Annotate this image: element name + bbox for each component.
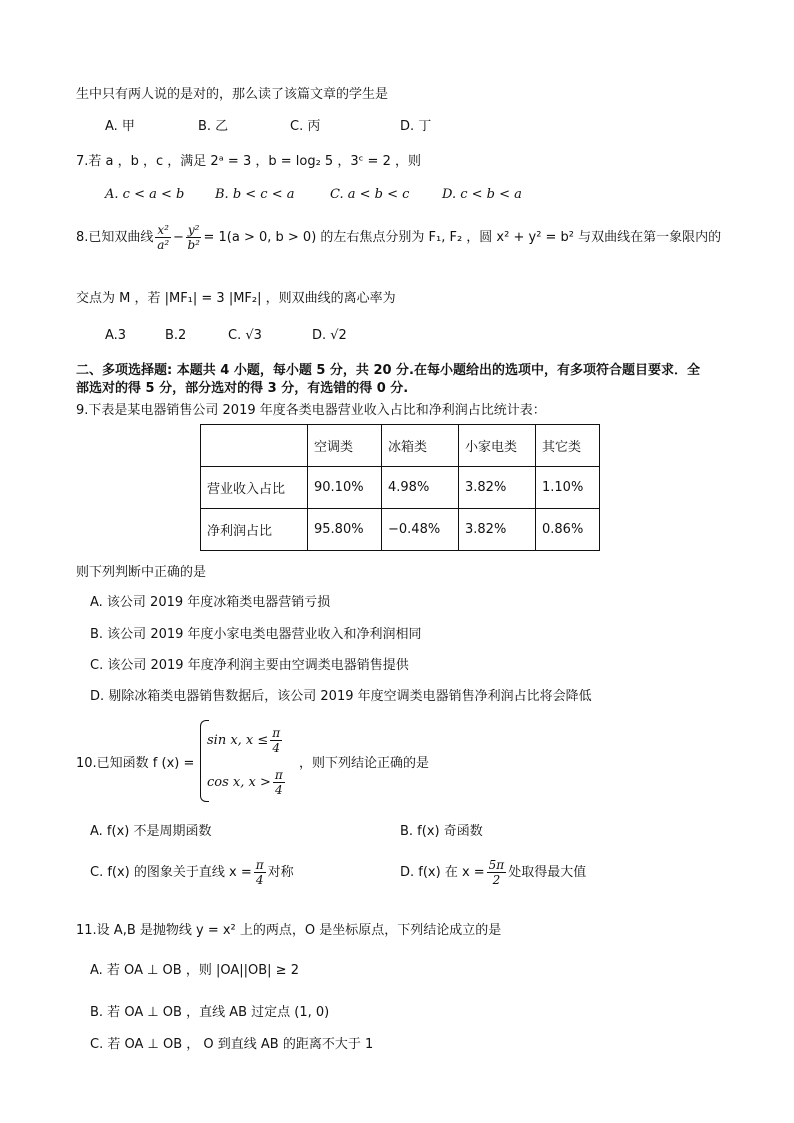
q8-option-d: D. √2 <box>312 328 347 343</box>
table-row <box>201 467 600 509</box>
q8-option-c: C. √3 <box>228 328 262 343</box>
table-row <box>201 509 600 551</box>
q6-option-b: B. 乙 <box>198 119 229 134</box>
q8-frac-y-num: y² <box>187 223 200 237</box>
q10-option-a: A. f(x) 不是周期函数 <box>90 824 212 839</box>
table-cell: 4.98% <box>382 467 459 509</box>
q8-fraction-x <box>155 223 171 252</box>
q6-option-a: A. 甲 <box>105 119 135 134</box>
q7-option-d: D. c < b < a <box>442 187 522 202</box>
q8-line2: 交点为 M ，若 |MF₁| = 3 |MF₂| ，则双曲线的离心率为 <box>76 291 396 306</box>
q10-case1-pi: π <box>272 726 281 740</box>
q7-stem: 7.若 a ，b ，c ，满足 2ᵃ = 3 ，b = log₂ 5 ，3ᶜ = 2 ，则 <box>76 154 421 169</box>
q9-option-b: B. 该公司 2019 年度小家电类电器营业收入和净利润相同 <box>90 627 422 642</box>
table-header-cell: 空调类 <box>308 425 382 467</box>
table-cell: 0.86% <box>536 509 600 551</box>
stats-table <box>200 424 600 551</box>
q9-stem: 9.下表是某电器销售公司 2019 年度各类电器营业收入占比和净利润占比统计表： <box>76 403 546 418</box>
q10-option-d <box>400 858 586 887</box>
q9-question: 则下列判断中正确的是 <box>76 565 207 580</box>
q7-option-a: A. c < a < b <box>105 187 185 202</box>
q10-d-den: 2 <box>492 873 501 887</box>
table-header-cell <box>201 425 308 467</box>
q8-frac-x-den: a² <box>157 238 170 252</box>
q8-option-b: B.2 <box>165 328 187 343</box>
q10-c-pre: C. f(x) 的图象关于直线 x = <box>90 865 252 880</box>
section2-heading-line1: 二、多项选择题: 本题共 4 小题，每小题 5 分，共 20 分.在每小题给出的选项中，有多项符合题目要求．全 <box>76 363 701 378</box>
q10-option-c <box>90 858 294 887</box>
table-cell: 3.82% <box>459 509 536 551</box>
q8-option-a: A.3 <box>105 328 127 343</box>
q8-fraction-y <box>186 223 202 252</box>
q8-minus: − <box>172 230 184 245</box>
q6-option-d: D. 丁 <box>400 119 432 134</box>
q10-post: ，则下列结论正确的是 <box>299 756 430 771</box>
q10-d-post: 处取得最大值 <box>508 865 587 880</box>
q10-case2-pi: π <box>274 768 283 782</box>
q8-pre: 8.已知双曲线 <box>76 230 154 245</box>
table-header-cell: 小家电类 <box>459 425 536 467</box>
table-cell: −0.48% <box>382 509 459 551</box>
section2-heading-line2: 部选对的得 5 分，部分选对的得 3 分，有选错的得 0 分. <box>76 381 409 396</box>
q8-frac-y-den: b² <box>187 238 200 252</box>
table-header-row <box>201 425 600 467</box>
q10-case2-frac <box>273 768 285 797</box>
table-header-cell: 其它类 <box>536 425 600 467</box>
q10-d-pre: D. f(x) 在 x = <box>400 865 485 880</box>
q10-case2-four: 4 <box>275 783 283 797</box>
q8-line1 <box>76 223 721 252</box>
q10-c-frac <box>254 858 266 887</box>
q8-frac-x-num: x² <box>157 223 169 237</box>
q7-option-c: C. a < b < c <box>330 187 410 202</box>
table-cell: 营业收入占比 <box>201 467 308 509</box>
table-header-cell: 冰箱类 <box>382 425 459 467</box>
q9-option-d: D. 剔除冰箱类电器销售数据后，该公司 2019 年度空调类电器销售净利润占比将会降低 <box>90 689 592 704</box>
table-cell: 净利润占比 <box>201 509 308 551</box>
q10-case2-text: cos x, x > <box>207 775 271 790</box>
q10-case1-four: 4 <box>272 741 281 755</box>
q10-case1-text: sin x, x ≤ <box>207 733 269 748</box>
q11-option-c: C. 若 OA ⊥ OB ， O 到直线 AB 的距离不大于 1 <box>90 1037 374 1052</box>
table-cell: 1.10% <box>536 467 600 509</box>
q11-stem: 11.设 A,B 是抛物线 y = x² 上的两点，O 是坐标原点，下列结论成立的是 <box>76 923 502 938</box>
q10-d-num: 5π <box>488 858 505 872</box>
table-cell: 3.82% <box>459 467 536 509</box>
q10-case2 <box>207 768 287 797</box>
q9-option-c: C. 该公司 2019 年度净利润主要由空调类电器销售提供 <box>90 658 409 673</box>
q11-option-b: B. 若 OA ⊥ OB ，直线 AB 过定点 (1, 0) <box>90 1005 330 1020</box>
q10-case1 <box>207 726 284 755</box>
q10-pre: 10.已知函数 f (x) = <box>76 756 195 771</box>
q8-post: = 1(a > 0, b > 0) 的左右焦点分别为 F₁, F₂ ，圆 x² + y² = b² 与双曲线在第一象限内的 <box>203 230 722 245</box>
q10-c-post: 对称 <box>267 865 294 880</box>
q10-case1-frac <box>270 726 282 755</box>
q10-option-b: B. f(x) 奇函数 <box>400 824 483 839</box>
q10-d-frac <box>487 858 507 887</box>
q10-c-four: 4 <box>255 873 264 887</box>
q6-option-c: C. 丙 <box>290 119 321 134</box>
q11-option-a: A. 若 OA ⊥ OB ，则 |OA||OB| ≥ 2 <box>90 963 299 978</box>
q7-option-b: B. b < c < a <box>215 187 295 202</box>
table-cell: 95.80% <box>308 509 382 551</box>
q9-option-a: A. 该公司 2019 年度冰箱类电器营销亏损 <box>90 595 331 610</box>
table-cell: 90.10% <box>308 467 382 509</box>
q10-c-pi: π <box>255 858 264 872</box>
q6-tail-text: 生中只有两人说的是对的，那么读了该篇文章的学生是 <box>76 87 389 102</box>
